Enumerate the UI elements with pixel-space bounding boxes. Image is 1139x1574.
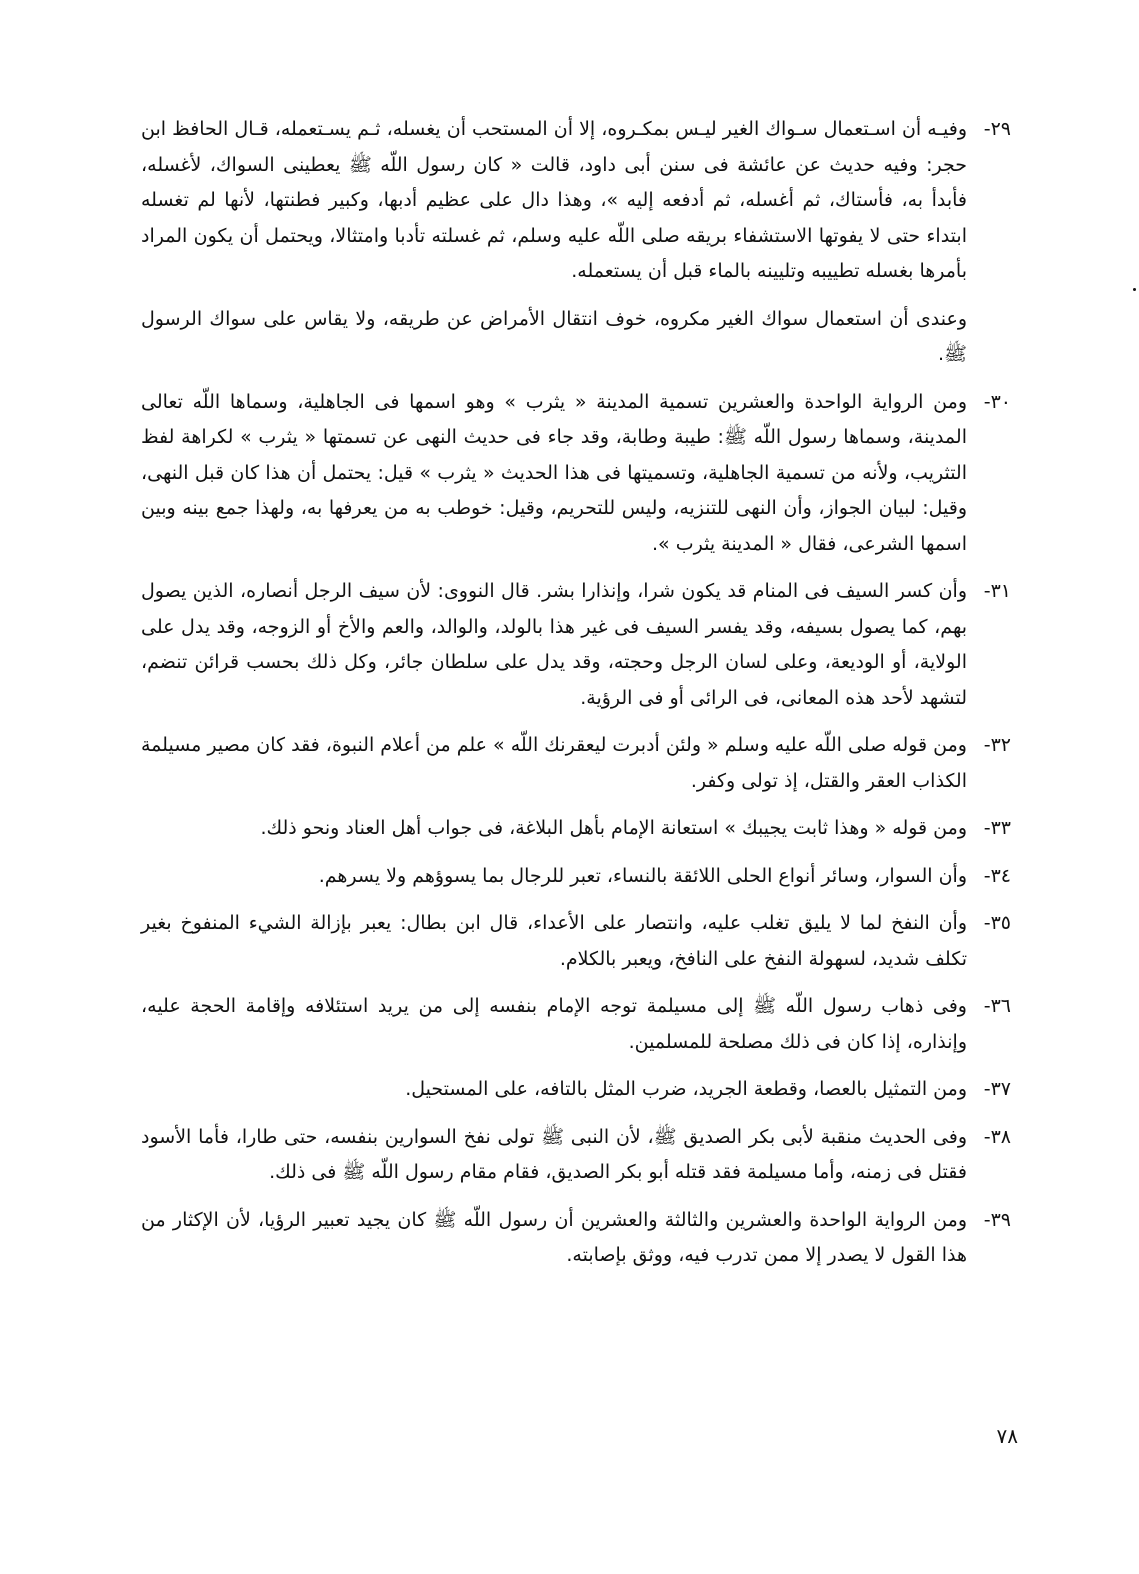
item-body: [141, 112, 967, 373]
list-item-33: [141, 811, 1011, 847]
item-text: ومن قوله صلى اللّه عليه وسلم « ولئن أدبرت ليعقرنك اللّه » علم من أعلام النبوة، فقد كان مصير مسيلمة الكذاب العقر والقتل، إذ تولى وكفر.: [141, 734, 967, 792]
item-number: ٣١-: [983, 580, 1011, 602]
item-body: [141, 728, 967, 799]
item-body: [141, 574, 967, 716]
item-body: [141, 385, 967, 563]
list-item-35: [141, 906, 1011, 977]
item-body: [141, 1120, 967, 1191]
page-content: [141, 112, 1011, 1286]
item-body: [141, 906, 967, 977]
list-item-38: [141, 1120, 1011, 1191]
item-text: وأن كسر السيف فى المنام قد يكون شرا، وإنذارا بشر. قال النووى: لأن سيف الرجل أنصاره، الذين يصول بهم، كما يصول بسيفه، وقد يفسر السيف فى غير هذا بالولد، والوالد، والعم والأخ أو الزوجه، وقد يدل على الولاية، أو الوديعة، وعلى لسان الرجل وحجته، وقد يدل على سلطان جائر، وكل ذلك بحسب قرائن تنضم، لتشهد لأحد هذه المعانى، فى الرائى أو فى الرؤية.: [141, 580, 967, 709]
item-body: [141, 811, 967, 847]
item-note: وعندى أن استعمال سواك الغير مكروه، خوف انتقال الأمراض عن طريقه، ولا يقاس على سواك الرسول ﷺ.: [141, 307, 967, 365]
item-body: [141, 859, 967, 895]
item-text: ومن قوله « وهذا ثابت يجيبك » استعانة الإمام بأهل البلاغة، فى جواب أهل العناد ونحو ذلك.: [260, 817, 967, 839]
item-number: ٣٩-: [983, 1208, 1011, 1231]
item-number: ٣٤-: [983, 864, 1011, 887]
item-number: ٣٥-: [983, 912, 1011, 934]
item-number: ٣٦-: [983, 995, 1011, 1017]
item-text: وفى الحديث منقبة لأبى بكر الصديق ﷺ، لأن النبى ﷺ تولى نفخ السوارين بنفسه، حتى طارا، فأما الأسود فقتل فى زمنه، وأما مسيلمة فقد قتله أبو بكر الصديق، فقام مقام رسول اللّه ﷺ فى ذلك.: [141, 1125, 967, 1183]
page-number: ٧٨: [996, 1424, 1018, 1448]
item-text: ومن الرواية الواحدة والعشرين تسمية المدينة « يثرب » وهو اسمها فى الجاهلية، وسماها اللّه تعالى المدينة، وسماها رسول اللّه ﷺ: طيبة وطابة، وقد جاء فى حديث النهى عن تسمتها « يثرب » لكراهة لفظ التثريب، ولأنه من تسمية الجاهلية، وتسميتها فى هذا الحديث « يثرب » قيل: يحتمل أن هذا كان قبل النهى، وقيل: لبيان الجواز، وأن النهى للتنزيه، وليس للتحريم، وقيل: خوطب به من يعرفها به، ولهذا جمع بينه وبين اسمها الشرعى، فقال « المدينة يثرب ».: [141, 390, 967, 555]
list-item-32: [141, 728, 1011, 799]
item-body: [141, 1203, 967, 1274]
list-item-37: [141, 1072, 1011, 1108]
item-text: ومن الرواية الواحدة والعشرين والثالثة والعشرين أن رسول اللّه ﷺ كان يجيد تعبير الرؤيا، لأن الإكثار من هذا القول لا يصدر إلا ممن تدرب فيه، ووثق بإصابته.: [141, 1208, 967, 1266]
item-body: [141, 989, 967, 1060]
item-number: ٣٨-: [983, 1125, 1011, 1148]
item-text: وفيـه أن اسـتعمال سـواك الغير ليـس بمكـروه، إلا أن المستحب أن يغسله، ثـم يسـتعمله، قـال الحافظ ابن حجر: وفيه حديث عن عائشة فى سنن أبى داود، قالت « كان رسول اللّه ﷺ يعطينى السواك، لأغسله، فأبدأ به، فأستاك، ثم أغسله، ثم أدفعه إليه »، وهذا دال على عظيم أدبها، وكبير فطنتها، لأنها لم تغسله ابتداء حتى لا يفوتها الاستشفاء بريقه صلى اللّه عليه وسلم، ثم غسلته تأدبا وامتثالا، ويحتمل أن يكون المراد بأمرها بغسله تطييبه وتليينه بالماء قبل أن يستعمله.: [141, 118, 967, 282]
item-number: ٣٣-: [983, 817, 1011, 839]
list-item-36: [141, 989, 1011, 1060]
item-number: ٢٩-: [983, 118, 1011, 140]
list-item-30: [141, 385, 1011, 563]
item-body: [141, 1072, 967, 1108]
item-number: ٣٢-: [983, 734, 1011, 756]
item-text: وأن السوار، وسائر أنواع الحلى اللائقة بالنساء، تعبر للرجال بما يسوؤهم ولا يسرهم.: [318, 864, 967, 887]
list-item-29: [141, 112, 1011, 373]
list-item-39: [141, 1203, 1011, 1274]
item-number: ٣٠-: [983, 390, 1011, 413]
margin-dot: [1133, 288, 1136, 291]
item-text: وفى ذهاب رسول اللّه ﷺ إلى مسيلمة توجه الإمام بنفسه إلى من يريد استئلافه وإقامة الحجة عليه، وإنذاره، إذا كان فى ذلك مصلحة للمسلمين.: [141, 995, 967, 1053]
item-text: ومن التمثيل بالعصا، وقطعة الجريد، ضرب المثل بالتافه، على المستحيل.: [405, 1078, 967, 1100]
item-number: ٣٧-: [983, 1078, 1011, 1100]
list-item-31: [141, 574, 1011, 716]
list-item-34: [141, 859, 1011, 895]
item-text: وأن النفخ لما لا يليق تغلب عليه، وانتصار على الأعداء، قال ابن بطال: يعبر بإزالة الشيء المنفوخ بغير تكلف شديد، لسهولة النفخ على النافخ، ويعبر بالكلام.: [141, 912, 967, 970]
